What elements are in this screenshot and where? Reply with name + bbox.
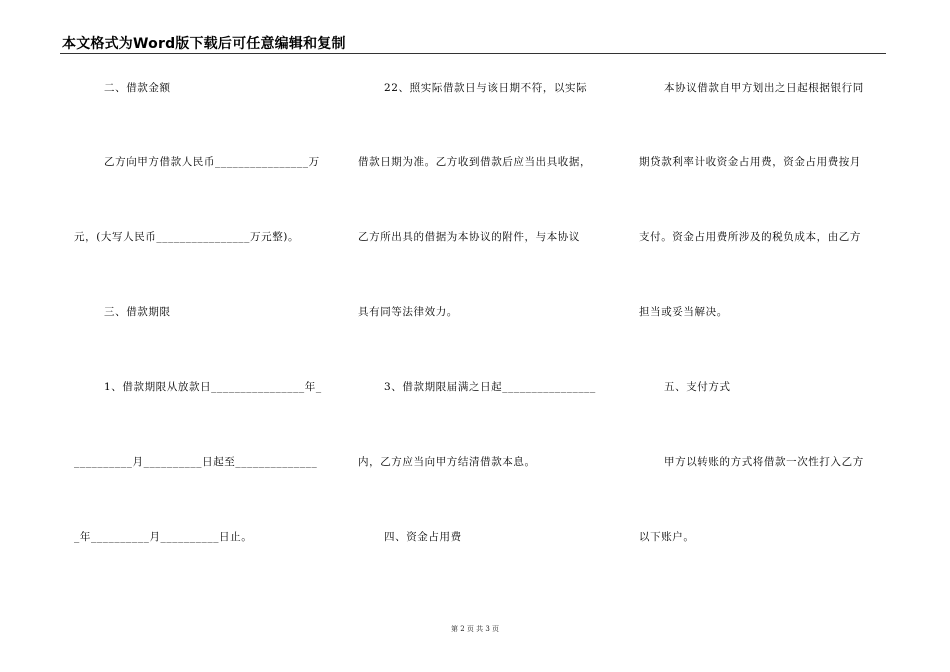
column-1-line: 1、借款期限从放款日________________年_ [104, 381, 322, 393]
column-2-line: 22、照实际借款日与该日期不符，以实际 [384, 82, 588, 94]
column-3-line: 以下账户。 [639, 531, 695, 543]
column-1-line: 二、借款金额 [104, 82, 171, 94]
column-1-line: 乙方向甲方借款人民币________________万 [104, 156, 320, 168]
column-1-line: 元，(大写人民币________________万元整)。 [74, 231, 300, 243]
column-3-line: 担当或妥当解决。 [639, 306, 728, 318]
header-divider [60, 53, 886, 54]
column-2-line: 四、资金占用费 [384, 531, 462, 543]
column-2-line: 具有同等法律效力。 [358, 306, 458, 318]
column-1-line: 三、借款期限 [104, 306, 171, 318]
column-2-line: 乙方所出具的借据为本协议的附件，与本协议 [358, 231, 580, 243]
column-3-line: 五、支付方式 [664, 381, 731, 393]
column-1-line: _年__________月__________日止。 [74, 531, 253, 543]
column-3-line: 本协议借款自甲方划出之日起根据银行同 [664, 82, 864, 94]
column-1-line: __________月__________日起至______________ [74, 456, 318, 468]
page-number: 第 2 页 共 3 页 [450, 625, 500, 633]
column-3-line: 甲方以转账的方式将借款一次性打入乙方 [664, 456, 864, 468]
column-3-line: 支付。资金占用费所涉及的税负成本，由乙方 [639, 231, 861, 243]
column-2-line: 3、借款期限届满之日起________________ [384, 381, 596, 393]
column-2-line: 借款日期为准。乙方收到借款后应当出具收据， [358, 156, 592, 168]
column-3-line: 期贷款利率计收资金占用费，资金占用费按月 [639, 156, 861, 168]
document-header-title: 本文格式为Word版下载后可任意编辑和复制 [62, 36, 346, 52]
column-2-line: 内，乙方应当向甲方结清借款本息。 [358, 456, 536, 468]
